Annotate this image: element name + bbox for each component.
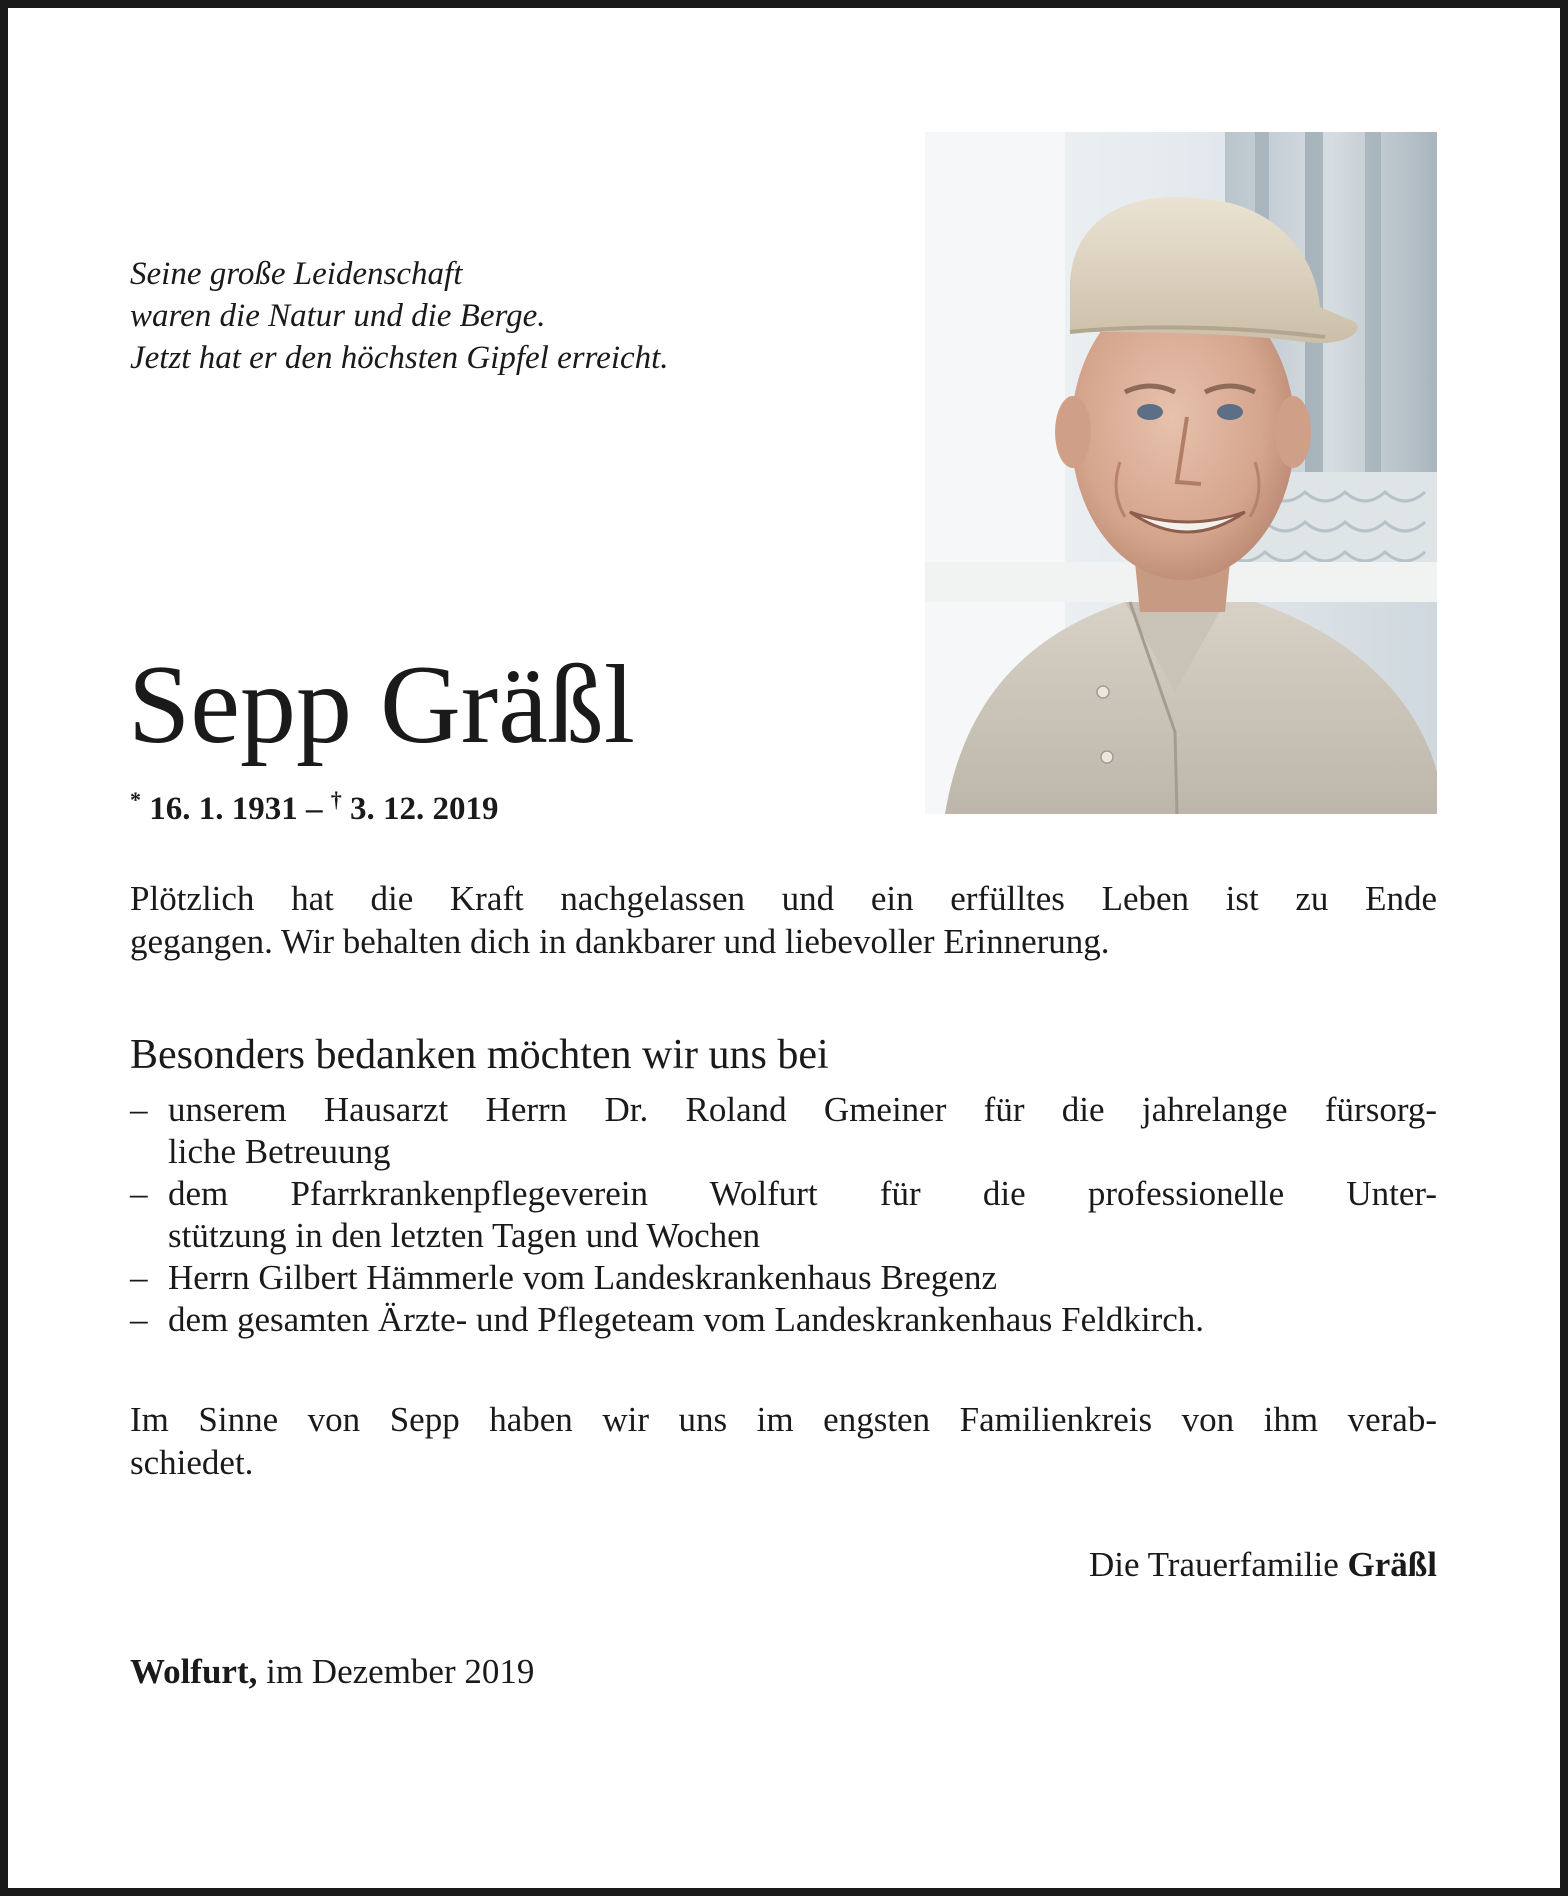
thanks-heading: Besonders bedanken möchten wir uns bei xyxy=(130,1032,829,1078)
signature-family-name: Gräßl xyxy=(1347,1545,1437,1584)
list-dash: – xyxy=(130,1090,148,1129)
thanks-list xyxy=(130,1089,1437,1341)
quote-line-3: Jetzt hat er den höchsten Gipfel erreicht. xyxy=(130,340,669,376)
farewell-line-2: schiedet. xyxy=(130,1443,254,1482)
list-item-line: dem Pfarrkrankenpflegeverein Wolfurt für die professionelle Unter- xyxy=(168,1174,1437,1213)
list-item xyxy=(130,1089,1437,1173)
list-item-line: stützung in den letzten Tagen und Wochen xyxy=(168,1216,761,1255)
remembrance-paragraph xyxy=(130,877,1437,963)
quote-line-2: waren die Natur und die Berge. xyxy=(130,298,546,334)
list-item-line: unserem Hausarzt Herrn Dr. Roland Gmeiner für die jahrelange fürsorg- xyxy=(168,1090,1437,1129)
death-symbol: † xyxy=(330,787,342,812)
deceased-name: Sepp Gräßl xyxy=(128,643,636,767)
place-and-date xyxy=(130,1650,534,1694)
birth-symbol: * xyxy=(130,787,141,812)
place-town: Wolfurt, xyxy=(130,1652,258,1691)
memorial-quote xyxy=(130,253,830,379)
list-dash: – xyxy=(130,1300,148,1339)
quote-line-1: Seine große Leidenschaft xyxy=(130,256,463,292)
list-item-line: Herrn Gilbert Hämmerle vom Landeskrankenhaus Bregenz xyxy=(168,1258,997,1297)
list-item-line: liche Betreuung xyxy=(168,1132,391,1171)
list-item-line: dem gesamten Ärzte- und Pflegeteam vom Landeskrankenhaus Feldkirch. xyxy=(168,1300,1205,1339)
family-signature xyxy=(1089,1543,1437,1587)
birth-date: 16. 1. 1931 xyxy=(149,791,298,827)
portrait-photo xyxy=(925,132,1437,814)
portrait-illustration xyxy=(925,132,1437,814)
life-dates xyxy=(130,780,499,829)
remembrance-line-1: Plötzlich hat die Kraft nachgelassen und ein erfülltes Leben ist zu Ende xyxy=(130,879,1437,918)
list-dash: – xyxy=(130,1174,148,1213)
list-item xyxy=(130,1299,1437,1341)
list-dash: – xyxy=(130,1258,148,1297)
list-item xyxy=(130,1173,1437,1257)
remembrance-line-2: gegangen. Wir behalten dich in dankbarer und liebevoller Erinnerung. xyxy=(130,922,1110,961)
signature-prefix: Die Trauerfamilie xyxy=(1088,1545,1339,1584)
list-item xyxy=(130,1257,1437,1299)
farewell-paragraph xyxy=(130,1398,1437,1484)
place-date: im Dezember 2019 xyxy=(266,1652,535,1691)
farewell-line-1: Im Sinne von Sepp haben wir uns im engsten Familienkreis von ihm verab- xyxy=(130,1400,1437,1439)
death-date: 3. 12. 2019 xyxy=(350,791,499,827)
date-separator: – xyxy=(306,791,323,827)
